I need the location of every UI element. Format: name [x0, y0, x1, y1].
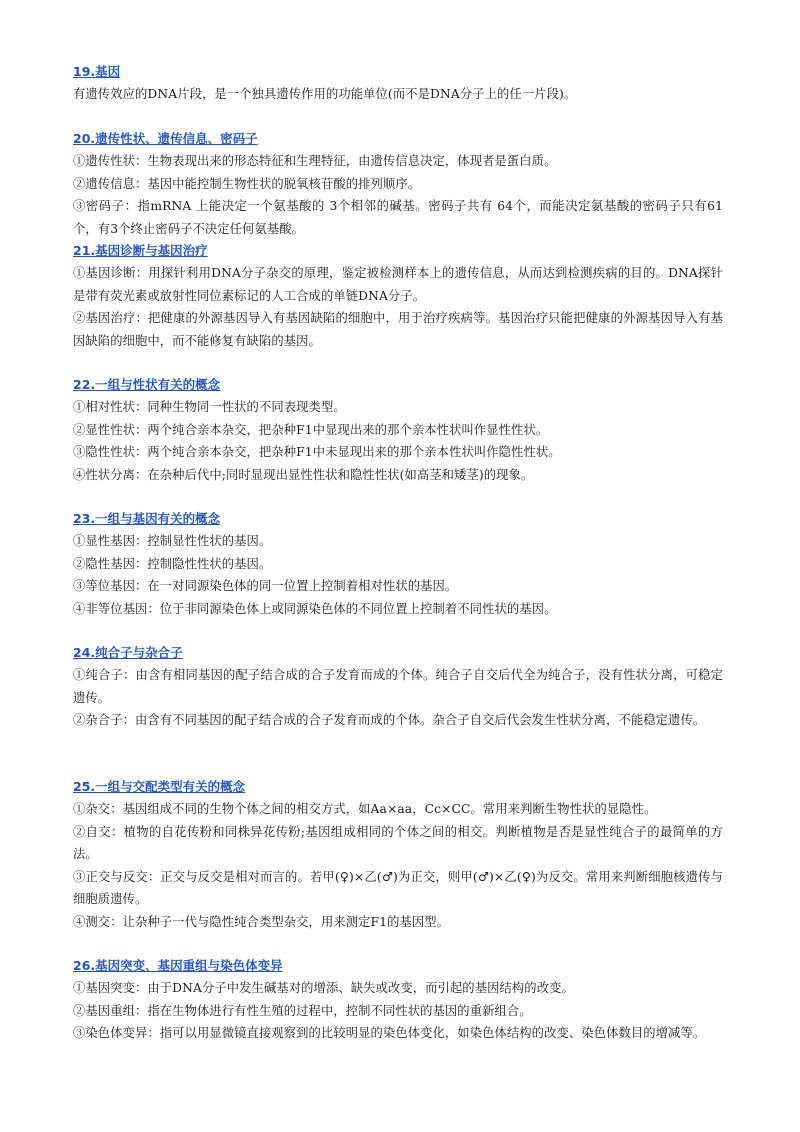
- paragraph: ①显性基因：控制显性性状的基因。: [73, 534, 272, 548]
- paragraph: ①基因诊断：用探针利用DNA分子杂交的原理，鉴定被检测样本上的遗传信息，从而达到检测疾病的目的。DNA探针是带有荧光素或放射性同位素标记的人工合成的单链DNA分子。: [73, 266, 723, 303]
- paragraph: ③密码子：指mRNA 上能决定一个氨基酸的 3个相邻的碱基。密码子共有 64个，而能决定氨基酸的密码子只有61个，有3个终止密码子不决定任何氨基酸。: [73, 199, 723, 236]
- paragraph: ④测交：让杂种子一代与隐性纯合类型杂交，用来测定F1的基因型。: [73, 914, 450, 929]
- section-heading[interactable]: 24.纯合子与杂合子: [73, 645, 183, 660]
- paragraph: ②隐性基因：控制隐性性状的基因。: [73, 556, 272, 571]
- section-heading[interactable]: 21.基因诊断与基因治疗: [73, 243, 208, 258]
- section-heading[interactable]: 22.一组与性状有关的概念: [73, 377, 221, 392]
- paragraph: ③隐性性状：两个纯合亲本杂交，把杂种F1中未显现出来的那个亲本性状叫作隐性性状。: [73, 445, 561, 459]
- paragraph: ②基因重组：指在生物体进行有性生殖的过程中，控制不同性状的基因的重新组合。: [73, 1003, 532, 1018]
- paragraph: ④非等位基因：位于非同源染色体上或同源染色体的不同位置上控制着不同性状的基因。: [73, 601, 557, 616]
- paragraph: ②自交：植物的自花传粉和同株异花传粉;基因组成相同的个体之间的相交。判断植物是否是显性纯合子的最简单的方法。: [73, 824, 723, 861]
- paragraph: ①杂交：基因组成不同的生物个体之间的相交方式，如Aa×aa，Cc×CC。常用来判断生物性状的显隐性。: [73, 802, 657, 816]
- section-20-traits-info-codon: [73, 128, 723, 240]
- section-heading[interactable]: 23.一组与基因有关的概念: [73, 511, 221, 526]
- paragraph: ①基因突变：由于DNA分子中发生碱基对的增添、缺失或改变，而引起的基因结构的改变。: [73, 981, 574, 995]
- paragraph: ①遗传性状：生物表现出来的形态特征和生理特征，由遗传信息决定，体现者是蛋白质。: [73, 154, 557, 168]
- paragraph: 有遗传效应的DNA片段，是一个独具遗传作用的功能单位(而不是DNA分子上的任一片段)。: [73, 87, 577, 101]
- section-heading[interactable]: 26.基因突变、基因重组与染色体变异: [73, 958, 283, 973]
- section-heading[interactable]: 25.一组与交配类型有关的概念: [73, 779, 246, 794]
- section-26-mutation-recombination: [73, 955, 723, 1045]
- paragraph: ④性状分离：在杂种后代中;同时显现出显性性状和隐性性状(如高茎和矮茎)的现象。: [73, 467, 534, 482]
- section-heading[interactable]: 19.基因: [73, 64, 121, 79]
- paragraph: ①纯合子：由含有相同基因的配子结合成的合子发育而成的个体。纯合子自交后代全为纯合子，没有性状分离，可稳定遗传。: [73, 668, 723, 705]
- paragraph: ③等位基因：在一对同源染色体的同一位置上控制着相对性状的基因。: [73, 579, 458, 593]
- section-heading[interactable]: 20.遗传性状、遗传信息、密码子: [73, 131, 258, 146]
- paragraph: ②遗传信息：基因中能控制生物性状的脱氧核苷酸的排列顺序。: [73, 176, 421, 191]
- section-24-homozygote-heterozygote: [73, 642, 723, 732]
- section-21-diagnosis-therapy: [73, 240, 723, 352]
- paragraph: ①相对性状：同种生物同一性状的不同表现类型。: [73, 400, 346, 414]
- paragraph: ②显性性状：两个纯合亲本杂交，把杂种F1中显现出来的那个亲本性状叫作显性性状。: [73, 422, 549, 437]
- section-23-gene-concepts: [73, 508, 723, 620]
- paragraph: ③正交与反交：正交与反交是相对而言的。若甲(♀)×乙(♂)为正交，则甲(♂)×乙(♀)为反交。常用来判断细胞核遗传与细胞质遗传。: [73, 869, 723, 906]
- paragraph: ③染色体变异：指可以用显微镜直接观察到的比较明显的染色体变化，如染色体结构的改变、染色体数目的增减等。: [73, 1026, 706, 1040]
- paragraph: ②杂合子：由含有不同基因的配子结合成的合子发育而成的个体。杂合子自交后代会发生性状分离，不能稳定遗传。: [73, 713, 706, 727]
- section-19-gene: [73, 61, 723, 106]
- section-25-mating-types: [73, 776, 723, 933]
- section-22-trait-concepts: [73, 374, 723, 486]
- paragraph: ②基因治疗：把健康的外源基因导入有基因缺陷的细胞中，用于治疗疾病等。基因治疗只能把健康的外源基因导入有基因缺陷的细胞中，而不能修复有缺陷的基因。: [73, 311, 723, 348]
